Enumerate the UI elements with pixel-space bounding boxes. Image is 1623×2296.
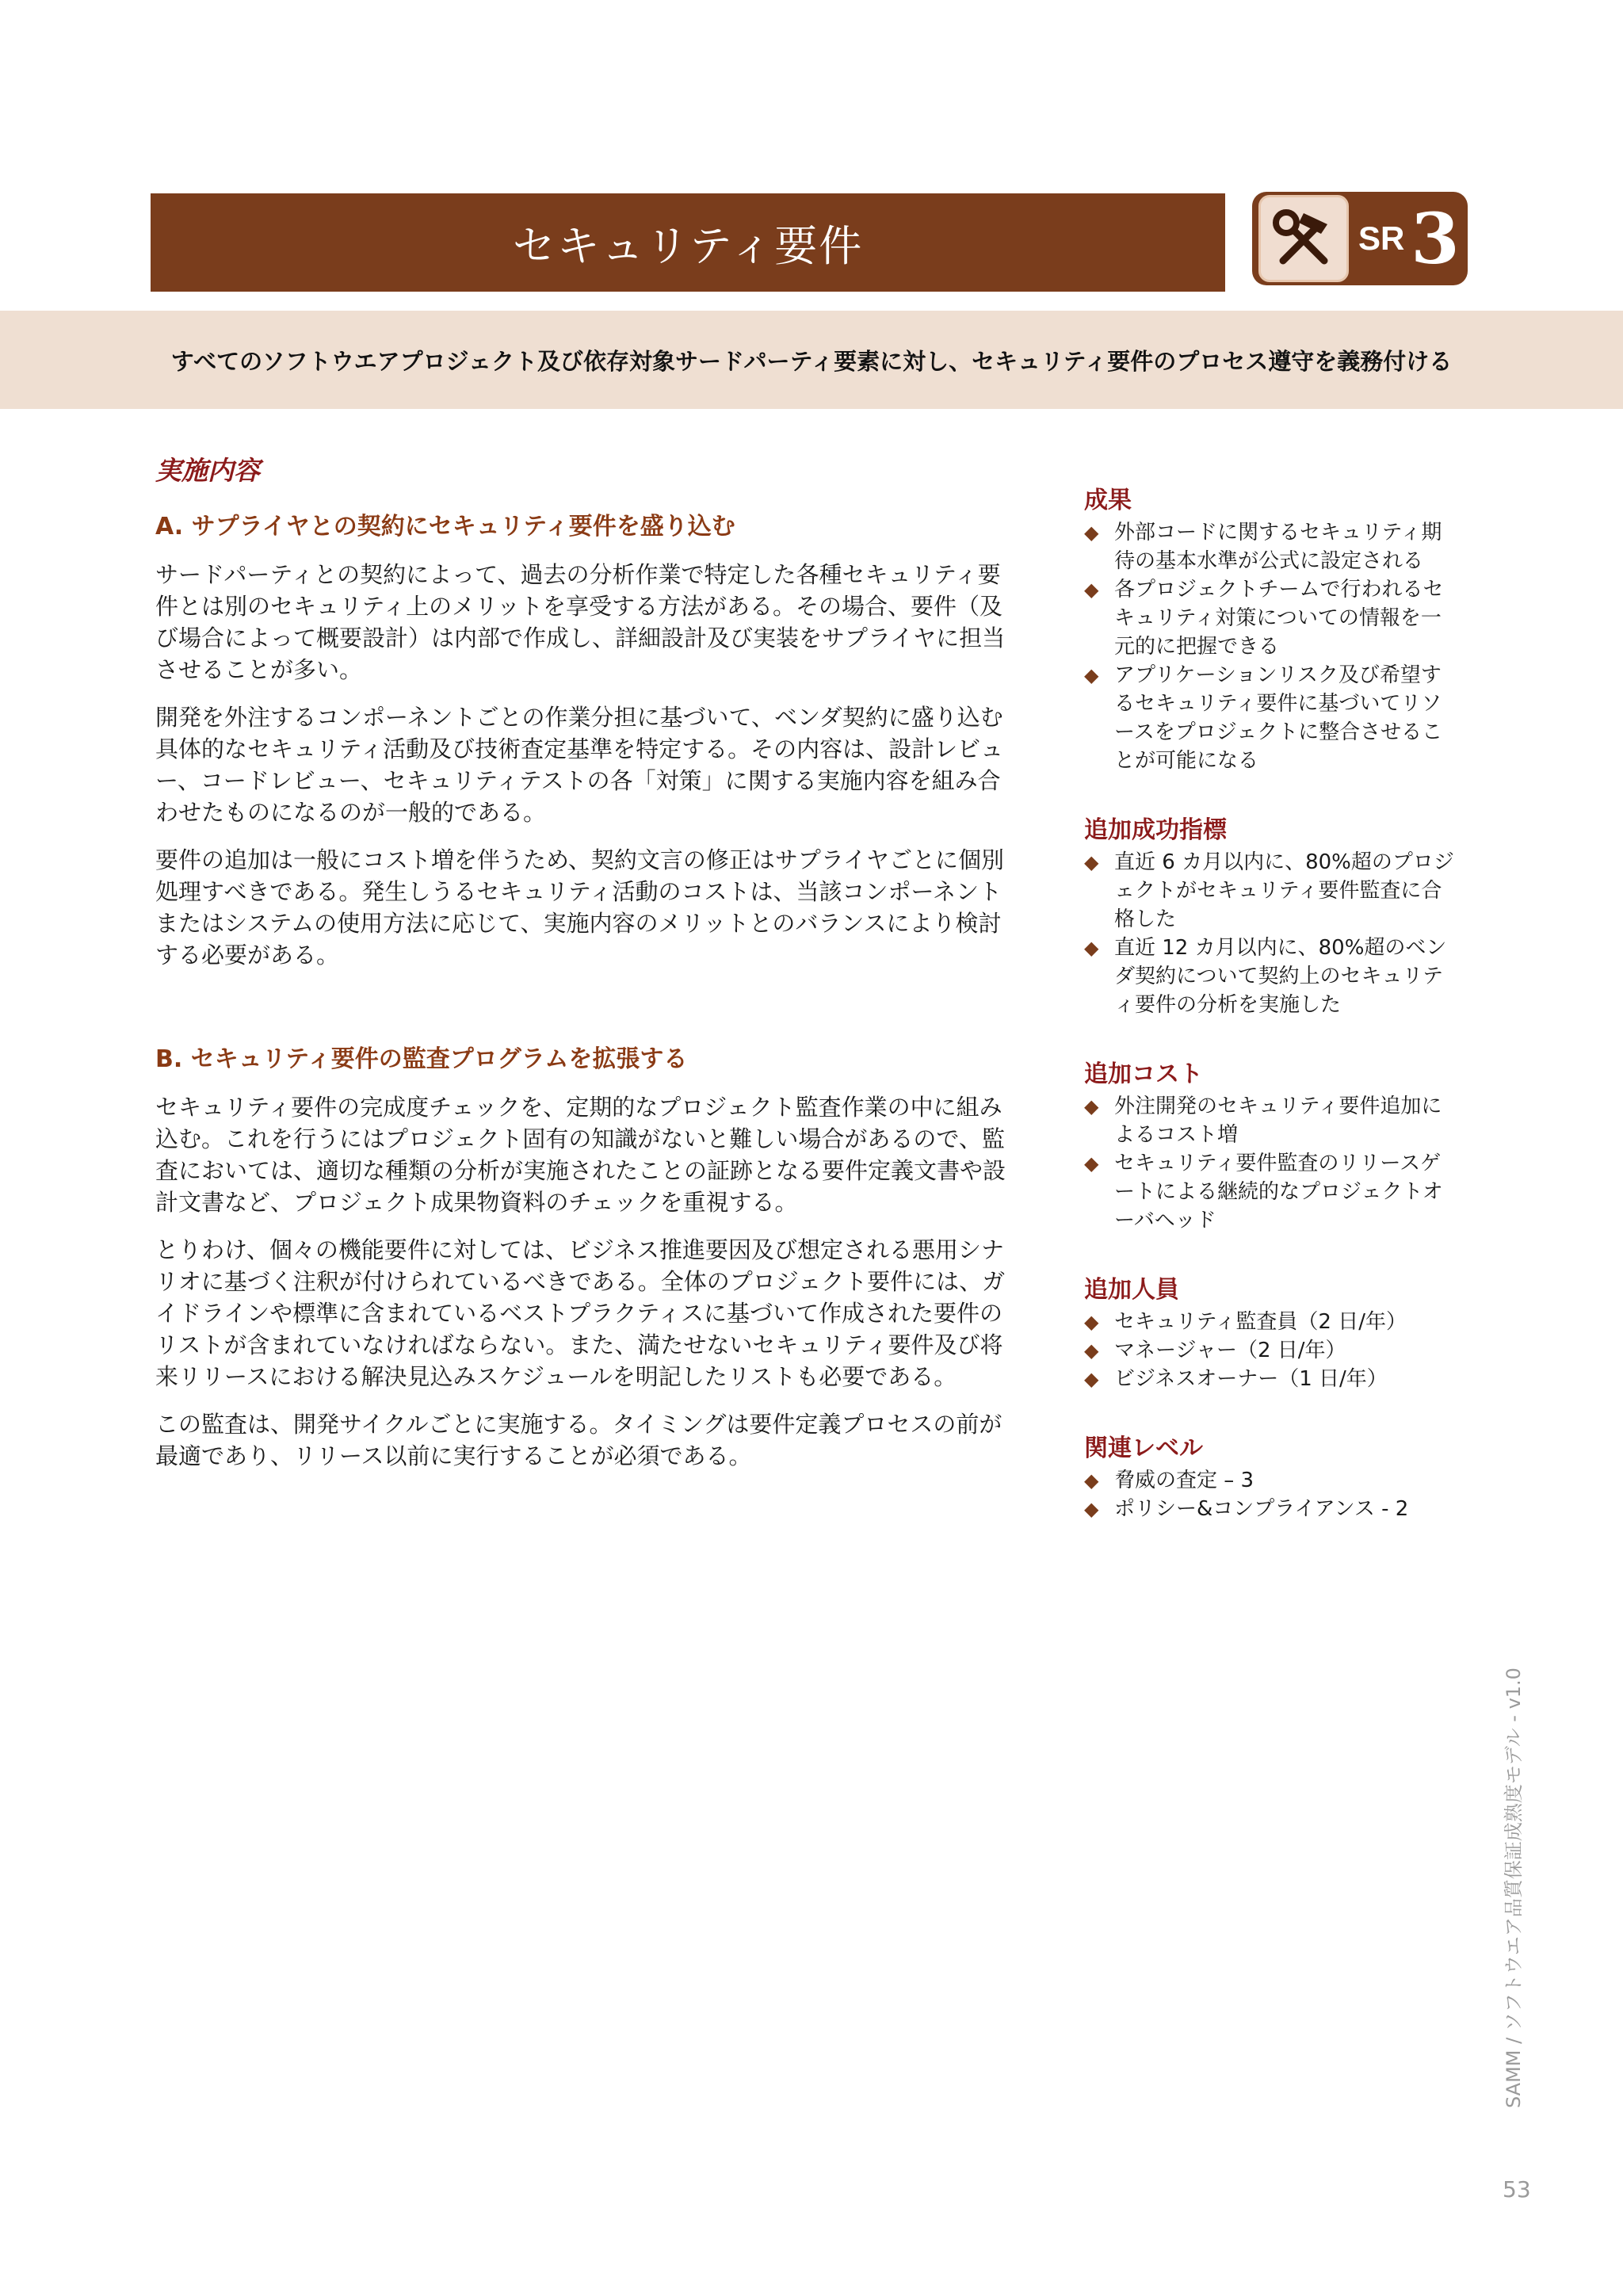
activity-b-paragraph: セキュリティ要件の完成度チェックを、定期的なプロジェクト監査作業の中に組み込む。これを行うにはプロジェクト固有の知識がないと難しい場合があるので、監査においては、適切な種類の分析が実施されたことの証跡となる要件定義文書や設計文書など、プロジェクト成果物資料のチェックを重視する。 [155,1094,1006,1216]
list-item: ◆ 直近 6 カ月以内に、80%超のプロジェクトがセキュリティ要件監査に合格した [1084,848,1457,934]
activity-b-title: B. セキュリティ要件の監査プログラムを拡張する [155,1045,688,1073]
title-bar [151,193,1225,292]
page-title: セキュリティ要件 [512,220,864,271]
personnel-block [1084,1270,1457,1393]
diamond-bullet-icon: ◆ [1084,1368,1099,1390]
diamond-bullet-icon: ◆ [1084,937,1099,959]
diamond-bullet-icon: ◆ [1084,521,1099,544]
metrics-block [1084,810,1457,1019]
metrics-heading: 追加成功指標 [1084,816,1227,844]
diamond-bullet-icon: ◆ [1084,1339,1099,1362]
activity-a-paragraph: サードパーティとの契約によって、過去の分析作業で特定した各種セキュリティ要件とは別のセキュリティ上のメリットを享受する方法がある。その場合、要件（及び場合によって概要設計）は内部で作成し、詳細設計及び実装をサプライヤに担当させることが多い。 [155,561,1006,683]
costs-block [1084,1054,1457,1235]
badge-level: 3 [1411,197,1460,280]
level-badge [1252,192,1468,285]
badge-code: SR [1358,220,1405,257]
diamond-bullet-icon: ◆ [1084,851,1099,873]
activity-a-paragraph: 開発を外注するコンポーネントごとの作業分担に基づいて、ベンダ契約に盛り込む具体的なセキュリティ活動及び技術査定基準を特定する。その内容は、設計レビュー、コードレビュー、セキュリティテストの各「対策」に関する実施内容を組み合わせたものになるのが一般的である。 [155,704,1004,826]
list-item: ◆ 外部コードに関するセキュリティ期待の基本水準が公式に設定される [1084,518,1457,575]
costs-heading: 追加コスト [1084,1060,1203,1088]
document-title-vertical: SAMM / ソフトウエア品質保証成熟度モデル - v1.0 [1503,1668,1525,2108]
list-item: ◆ アプリケーションリスク及び希望するセキュリティ要件に基づいてリソースをプロジェクトに整合させることが可能になる [1084,661,1457,775]
list-item: ◆ 直近 12 カ月以内に、80%超のベンダ契約について契約上のセキュリティ要件の分析を実施した [1084,934,1457,1019]
sidebar [1084,480,1457,1558]
diamond-bullet-icon: ◆ [1084,1498,1099,1520]
related-heading: 関連レベル [1084,1435,1203,1462]
activities-heading: 実施内容 [155,455,260,486]
list-item: ◆ マネージャー（2 日/年） [1084,1336,1457,1365]
results-heading: 成果 [1084,487,1132,514]
results-block [1084,480,1457,775]
related-block [1084,1428,1457,1523]
diamond-bullet-icon: ◆ [1084,1469,1099,1492]
personnel-heading: 追加人員 [1084,1276,1179,1304]
list-item: ◆ セキュリティ要件監査のリリースゲートによる継続的なプロジェクトオーバヘッド [1084,1149,1457,1235]
diamond-bullet-icon: ◆ [1084,1095,1099,1117]
diamond-bullet-icon: ◆ [1084,1152,1099,1175]
diamond-bullet-icon: ◆ [1084,579,1099,601]
activity-a-title: A. サプライヤとの契約にセキュリティ要件を盛り込む [155,513,735,541]
diamond-bullet-icon: ◆ [1084,1311,1099,1333]
activity-b-paragraph: とりわけ、個々の機能要件に対しては、ビジネス推進要因及び想定される悪用シナリオに基づく注釈が付けられているべきである。全体のプロジェクト要件には、ガイドラインや標準に含まれているベストプラクティスに基づいて作成された要件のリストが含まれていなければならない。また、満たせないセキュリティ要件及び将来リリースにおける解決見込みスケジュールを明記したリストも必要である。 [155,1236,1006,1390]
page-number: 53 [1503,2176,1531,2202]
summary-band [0,311,1623,409]
list-item: ◆ ビジネスオーナー（1 日/年） [1084,1365,1457,1393]
activity-a-paragraph: 要件の追加は一般にコスト増を伴うため、契約文言の修正はサプライヤごとに個別処理すべきである。発生しうるセキュリティ活動のコストは、当該コンポーネントまたはシステムの使用方法に応じて、実施内容のメリットとのバランスにより検討する必要がある。 [155,846,1004,968]
list-item: ◆ セキュリティ監査員（2 日/年） [1084,1308,1457,1336]
activity-b-paragraph: この監査は、開発サイクルごとに実施する。タイミングは要件定義プロセスの前が最適であり、リリース以前に実行することが必須である。 [155,1411,1002,1469]
list-item: ◆ 脅威の査定 – 3 [1084,1466,1457,1495]
list-item: ◆ 各プロジェクトチームで行われるセキュリティ対策についての情報を一元的に把握できる [1084,575,1457,661]
diamond-bullet-icon: ◆ [1084,664,1099,686]
list-item: ◆ ポリシー&コンプライアンス - 2 [1084,1495,1457,1523]
hammer-wrench-icon [1258,195,1349,282]
summary-text: すべてのソフトウエアプロジェクト及び依存対象サードパーティ要素に対し、セキュリティ要件のプロセス遵守を義務付ける [170,347,1453,375]
activities-column [155,450,1019,1488]
list-item: ◆ 外注開発のセキュリティ要件追加によるコスト増 [1084,1092,1457,1149]
